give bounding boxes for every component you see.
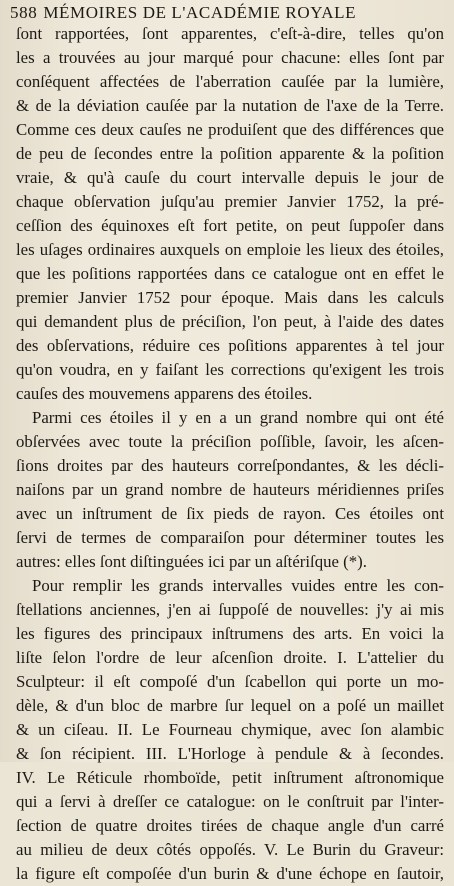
- text-line: conſéquent affectées de l'aberration cauſée par la lumière,: [16, 72, 444, 91]
- text-line: avec un inſtrument de ſix pieds de rayon. Ces étoiles ont: [16, 504, 444, 523]
- text-line: de peu de ſecondes entre la poſition apparente & la poſition: [16, 144, 444, 163]
- text-line: chaque obſervation juſqu'au premier Janvier 1752, la pré-: [16, 192, 444, 211]
- text-line: ſection de quatre droites tirées de chaque angle d'un carré: [16, 816, 444, 835]
- text-line: les figures des principaux inſtrumens des arts. En voici la: [16, 624, 444, 643]
- page-number: 588: [10, 3, 38, 22]
- text-line: & un ciſeau. II. Le Fourneau chymique, avec ſon alambic: [16, 720, 444, 739]
- running-title: MÉMOIRES DE L'ACADÉMIE ROYALE: [43, 3, 357, 22]
- text-line: que les poſitions rapportées dans ce catalogue ont en effet le: [16, 264, 444, 283]
- text-line: IV. Le Réticule rhomboïde, petit inſtrument aſtronomique: [16, 768, 444, 787]
- paragraph-first-line: Pour remplir les grands intervalles vuides entre les con-: [32, 576, 444, 595]
- text-line: les uſages ordinaires auxquels on emploie les lieux des étoiles,: [16, 240, 444, 259]
- text-line: vraie, & qu'à cauſe du court intervalle depuis le jour de: [16, 168, 444, 187]
- text-line: & ſon récipient. III. L'Horloge à pendule & à ſecondes.: [16, 744, 444, 763]
- text-line: ſervi de termes de comparaiſon pour déterminer toutes les: [16, 528, 444, 547]
- text-line: cauſes des mouvemens apparens des étoiles.: [16, 384, 313, 403]
- text-line: premier Janvier 1752 pour époque. Mais dans les calculs: [16, 288, 444, 307]
- text-line: autres: elles ſont diſtinguées ici par un aſtériſque (*).: [16, 552, 367, 571]
- text-line: qui demandent plus de préciſion, l'on peut, à l'aide des dates: [16, 312, 444, 331]
- text-line: ceſſion des équinoxes eſt fort petite, on peut ſuppoſer dans: [16, 216, 444, 235]
- text-line: dèle, & d'un bloc de marbre ſur lequel on a poſé un maillet: [16, 696, 444, 715]
- text-line: Comme ces deux cauſes ne produiſent que des différences que: [16, 120, 444, 139]
- text-line: des obſervations, réduire ces poſitions apparentes à tel jour: [16, 336, 444, 355]
- text-line: qu'on voudra, en y faiſant les corrections qu'exigent les trois: [16, 360, 444, 379]
- text-line: qui a ſervi à dreſſer ce catalogue: on le conſtruit par l'inter-: [16, 792, 444, 811]
- text-line: au milieu de deux côtés oppoſés. V. Le Burin du Graveur:: [16, 840, 444, 859]
- text-line: liſte ſelon l'ordre de leur aſcenſion droite. I. L'attelier du: [16, 648, 444, 667]
- paragraph-first-line: Parmi ces étoiles il y en a un grand nombre qui ont été: [32, 408, 444, 427]
- text-line: & de la déviation cauſée par la nutation de l'axe de la Terre.: [16, 96, 444, 115]
- text-line: ſions droites par des hauteurs correſpondantes, & les décli-: [16, 456, 444, 475]
- text-line: la figure eſt compoſée d'un burin & d'une échope en ſautoir,: [16, 864, 444, 883]
- text-line: naiſons par un grand nombre de hauteurs méridiennes priſes: [16, 480, 444, 499]
- text-line: obſervées avec toute la préciſion poſſible, ſavoir, les aſcen-: [16, 432, 444, 451]
- text-line: les a trouvées au jour marqué pour chacune: elles ſont par: [16, 48, 444, 67]
- text-line: ſont rapportées, ſont apparentes, c'eſt-à-dire, telles qu'on: [16, 24, 444, 43]
- text-line: Sculpteur: il eſt compoſé d'un ſcabellon qui porte un mo-: [16, 672, 444, 691]
- text-line: ſtellations anciennes, j'en ai ſuppoſé de nouvelles: j'y ai mis: [16, 600, 444, 619]
